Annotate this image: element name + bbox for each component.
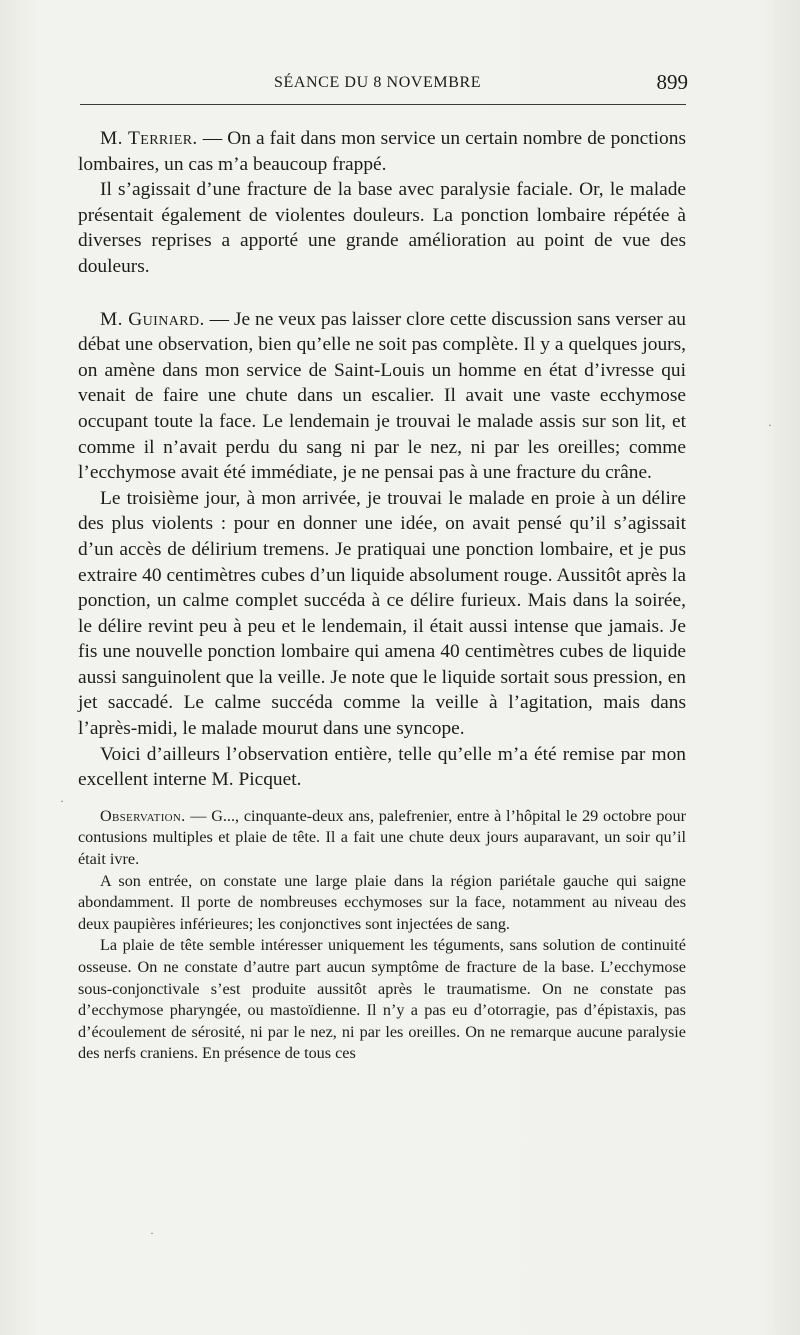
scan-speck: · (768, 418, 772, 432)
observation-paragraph (78, 806, 686, 871)
observation-wound-paragraph: La plaie de tête semble intéresser uniquement les téguments, sans solution de continuité osseuse. On ne constate d’autre part aucun symptôme de fracture de la base. L’ecchymose sous-conjonctivale s’est produite aussitôt après le traumatisme. On ne constate pas d’ecchymose pharyngée, ou mastoïdienne. Il n’y a pas eu d’otorragie, pas d’épistaxis, pas d’écoulement de sérosité, ni par le nez, ni par les oreilles. On ne remarque aucune paralysie des nerfs craniens. En présence de tous ces (78, 936, 686, 1063)
paragraph-third-day: Le troisième jour, à mon arrivée, je trouvai le malade en proie à un délire des plus violents : pour en donner une idée, on avait pensé qu’il s’agissait d’un accès de délirium tremens. Je pratiquai une ponction lombaire, et je pus extraire 40 centimètres cubes d’un liquide absolument rouge. Aussitôt après la ponction, un calme complet succéda à ce délire furieux. Mais dans la soirée, le délire revint peu à peu et le lendemain, il était aussi intense que jamais. Je fis une nouvelle ponction lombaire qui amena 40 centimètres cubes de liquide aussi sanguinolent que la veille. Je note que le liquide sortait sous pression, en jet saccadé. Le calme succéda comme la veille à l’agitation, mais dans l’après-midi, le malade mourut dans une syncope. (78, 487, 686, 740)
scan-speck: · (150, 1226, 154, 1240)
speaker-name: M. Guinard. (100, 308, 205, 330)
paragraph-fracture: Il s’agissait d’une fracture de la base avec paralysie faciale. Or, le malade présentait également de violentes douleurs. La ponction lombaire répétée à diverses reprises a apporté une grande amélioration au point de vue des douleurs. (78, 179, 686, 277)
page-body (78, 126, 686, 1065)
page-number: 899 (656, 70, 688, 94)
paragraph-text: — Je ne veux pas laisser clore cette discussion sans verser au débat une observation, bien qu’elle ne soit pas complète. Il y a quelques jours, on amène dans mon service de Saint-Louis un homme en état d’ivresse qui venait de faire une chute dans un escalier. Il avait une vaste ecchymose occupant toute la face. Le lendemain je trouvai le malade assis sur son lit, et comme il n’avait perdu du sang ni par le nez, ni par les oreilles; comme l’ecchymose avait été immédiate, je ne pensai pas à une fracture du crâne. (78, 308, 686, 484)
paragraph-terrier (78, 126, 686, 177)
page-header (78, 66, 688, 96)
paragraph-observation-intro: Voici d’ailleurs l’observation entière, telle qu’elle m’a été remise par mon excellent interne M. Picquet. (78, 743, 686, 791)
running-title: SÉANCE DU 8 NOVEMBRE (274, 74, 482, 91)
paragraph-guinard (78, 307, 686, 486)
scan-speck: · (60, 794, 64, 808)
observation-label: Observation. (100, 806, 186, 825)
header-rule (80, 104, 686, 105)
section-gap (78, 280, 686, 307)
section-gap (78, 793, 686, 806)
speaker-name: M. Terrier. (100, 128, 198, 149)
observation-text: — G..., cinquante-deux ans, palefrenier, entre à l’hôpital le 29 octobre pour contusions multiples et plaie de tête. Il a fait une chute deux jours auparavant, un soir qu’il était ivre. (78, 806, 686, 869)
observation-entry-paragraph: A son entrée, on constate une large plaie dans la région pariétale gauche qui saigne abondamment. Il porte de nombreuses ecchymoses sur la face, notamment au niveau des deux paupières inférieures; les conjonctives sont injectées de sang. (78, 871, 686, 933)
paragraph-text: — On a fait dans mon service un certain nombre de ponctions lombaires, un cas m’a beaucoup frappé. (78, 128, 686, 175)
